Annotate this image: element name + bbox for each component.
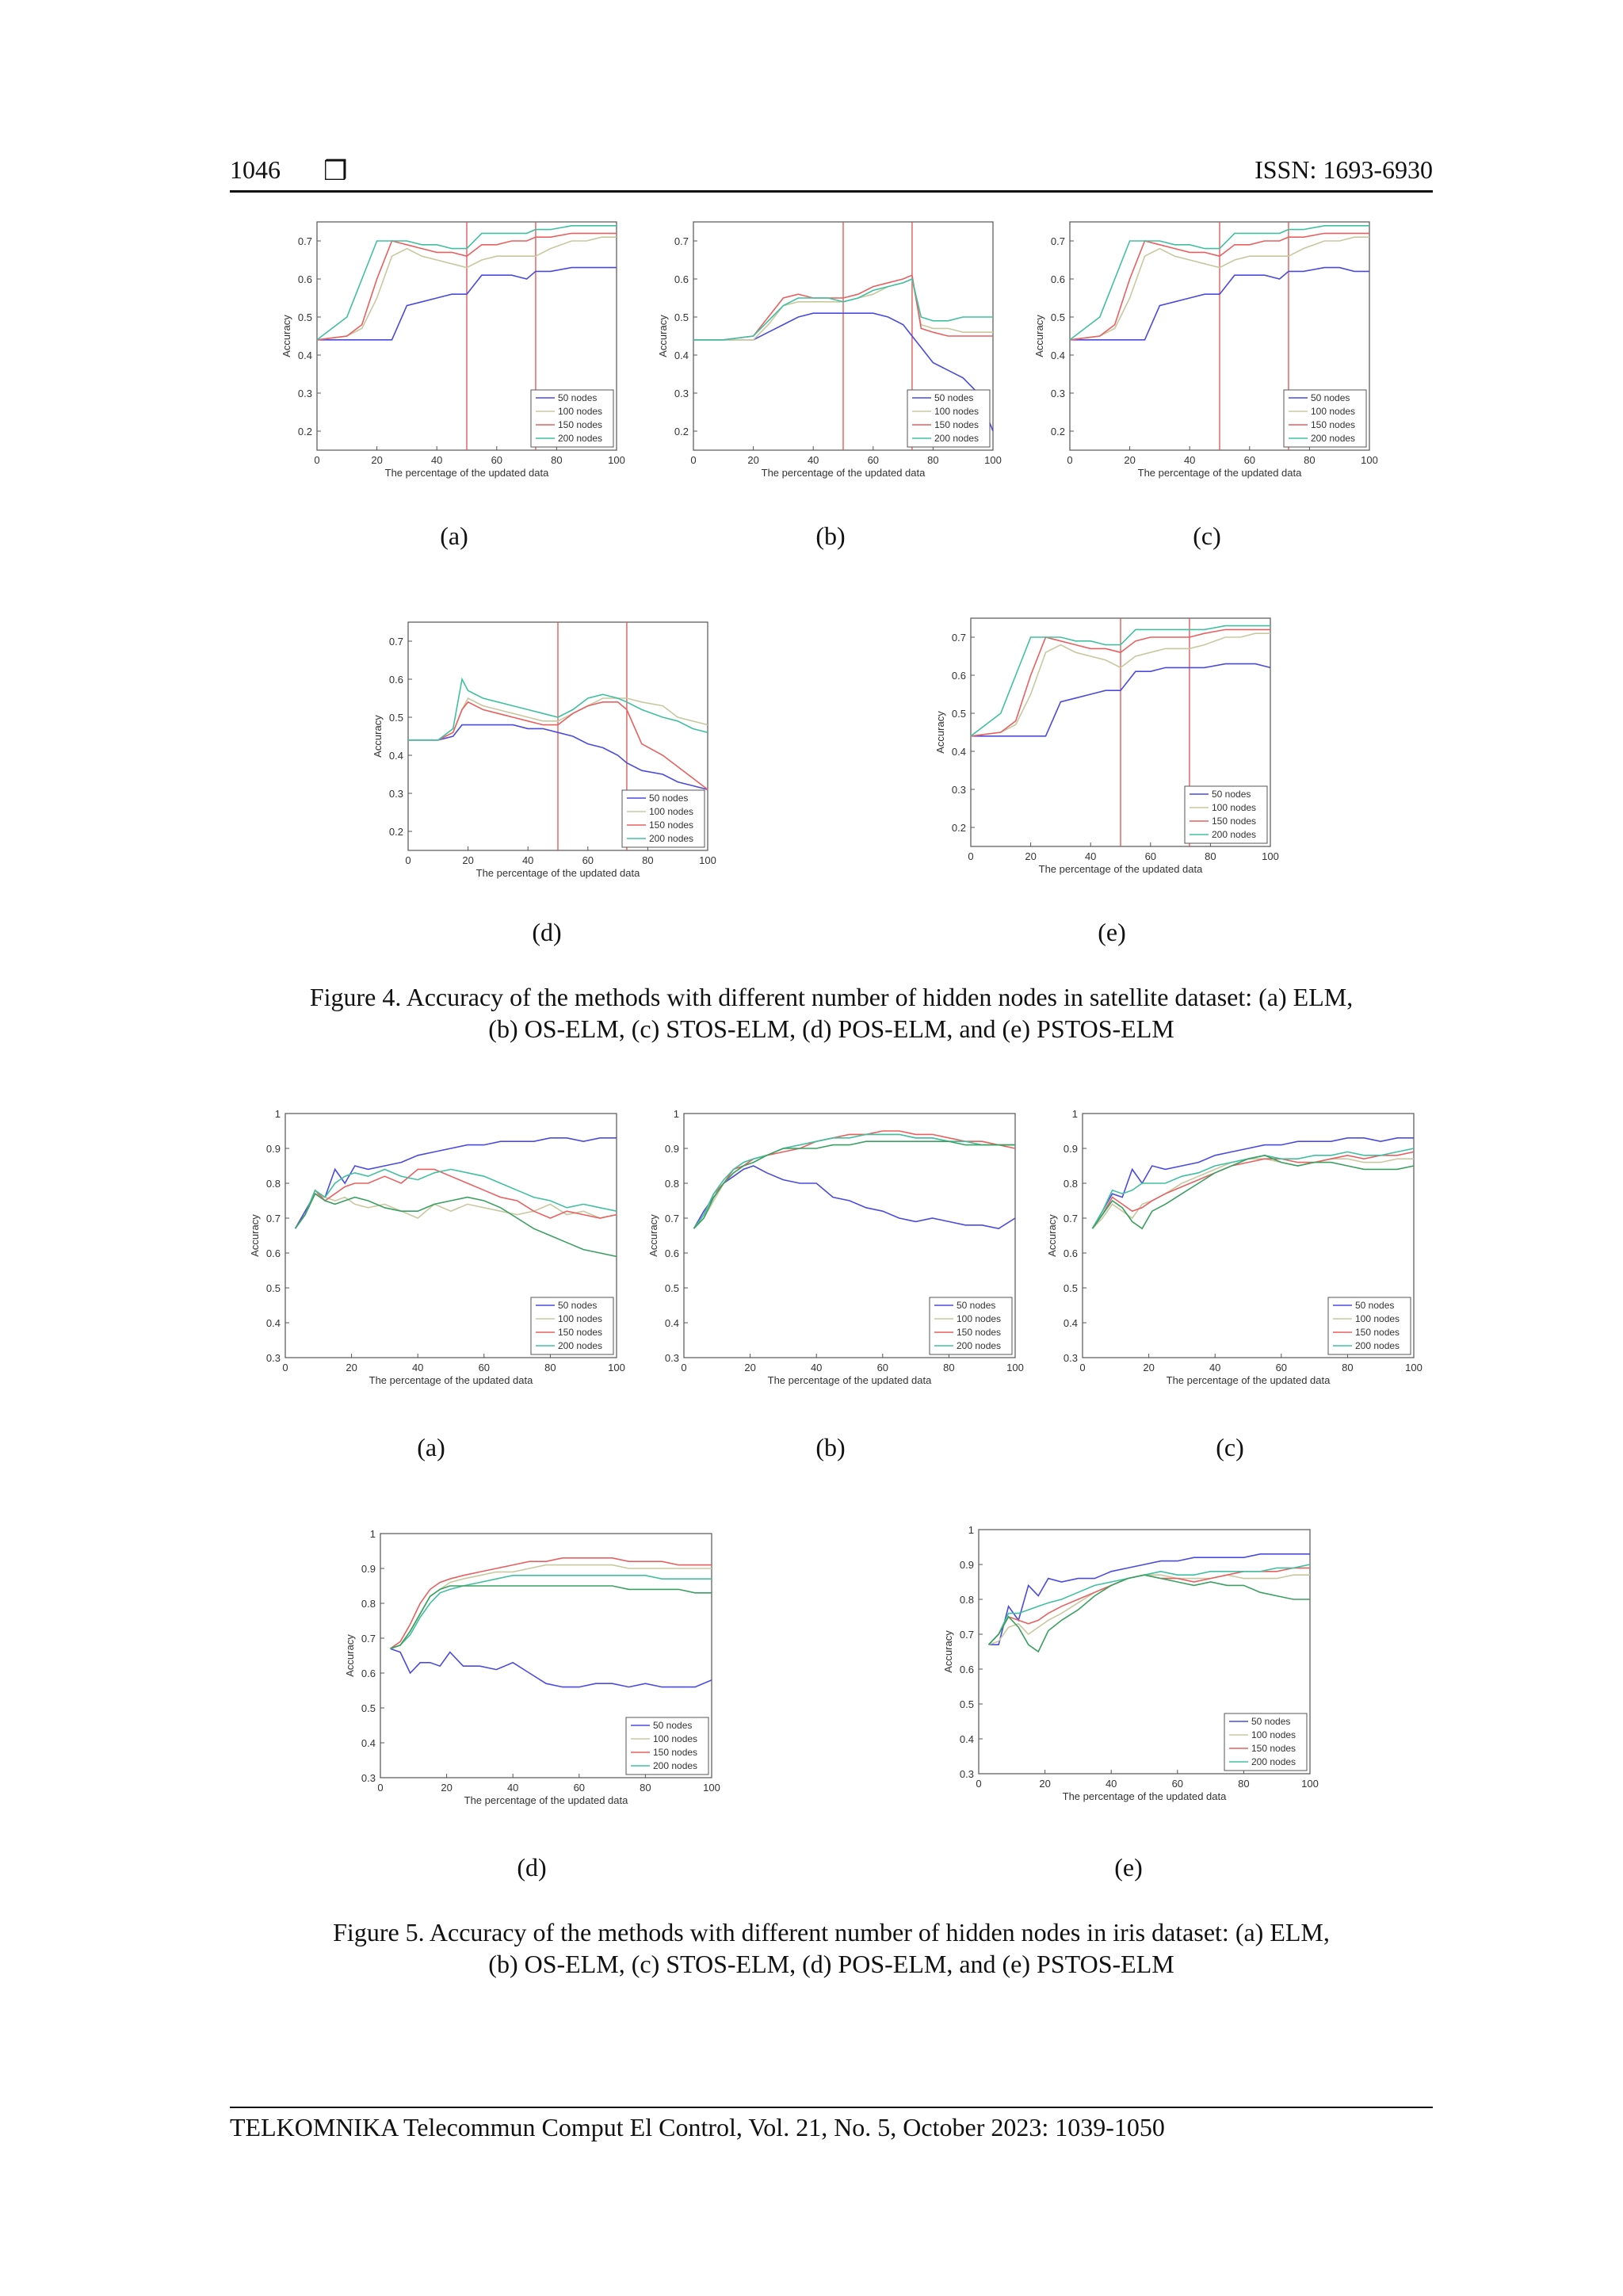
fig4-label-a: (a) [440, 521, 468, 550]
fig5d-xtick-label: 0 [377, 1782, 384, 1794]
fig4d-ytick-label: 0.7 [388, 636, 403, 648]
fig5b-ytick-label: 0.4 [664, 1317, 679, 1329]
fig5a-xtick-label: 0 [282, 1362, 288, 1373]
fig4b-xtick-label: 20 [747, 454, 759, 466]
issn: ISSN: 1693-6930 [1254, 155, 1433, 184]
fig5a-xtick-label: 20 [346, 1362, 357, 1373]
fig4d-xtick-label: 60 [582, 854, 594, 866]
fig5e-legend-label: 50 nodes [1251, 1716, 1291, 1727]
fig4a-xlabel: The percentage of the updated data [384, 467, 549, 479]
header-rule [230, 190, 1433, 193]
fig4e-ytick-label: 0.2 [951, 822, 966, 834]
fig4c-ytick-label: 0.4 [1050, 350, 1065, 361]
figure4-caption [230, 981, 1433, 1045]
fig5b-ytick-label: 0.7 [664, 1213, 679, 1224]
fig5c-ytick-label: 0.9 [1063, 1143, 1078, 1155]
fig4b-plot [654, 214, 1002, 491]
fig5a-xlabel: The percentage of the updated data [369, 1374, 533, 1386]
fig4e-xtick-label: 80 [1205, 850, 1216, 862]
fig4c-ytick-label: 0.5 [1050, 311, 1065, 323]
fig5c-xtick-label: 40 [1209, 1362, 1221, 1373]
fig4a-ytick-label: 0.7 [297, 235, 312, 247]
fig4e-xlabel: The percentage of the updated data [1038, 863, 1203, 875]
fig5e-xtick-label: 40 [1105, 1778, 1117, 1790]
fig4a-legend-label: 150 nodes [558, 419, 603, 430]
fig4d-xtick-label: 100 [699, 854, 716, 866]
fig4c-legend-label: 150 nodes [1311, 419, 1356, 430]
figure5-caption-line1: Figure 5. Accuracy of the methods with different number of hidden nodes in iris dataset: (a) ELM, [333, 1918, 1330, 1946]
fig5-label-c: (c) [1216, 1433, 1244, 1461]
fig4e-legend-label: 50 nodes [1212, 789, 1251, 800]
fig4d-chart [369, 614, 717, 892]
fig4e-ytick-label: 0.4 [951, 746, 966, 758]
fig4a-legend-label: 50 nodes [558, 392, 598, 403]
fig5e-ytick-label: 0.4 [959, 1733, 974, 1745]
fig4e-ytick-label: 0.7 [951, 632, 966, 644]
fig5d-xtick-label: 20 [441, 1782, 453, 1794]
fig5e-ytick-label: 0.3 [959, 1768, 974, 1780]
figure4-caption-line1: Figure 4. Accuracy of the methods with different number of hidden nodes in satellite dataset: (a) ELM, [309, 983, 1354, 1011]
fig5d-ytick-label: 0.6 [361, 1668, 376, 1679]
fig4d-plot [369, 614, 717, 892]
fig5e-legend-label: 200 nodes [1251, 1756, 1296, 1767]
fig4e-xtick-label: 100 [1262, 850, 1279, 862]
fig4b-xtick-label: 60 [867, 454, 880, 466]
fig5c-xtick-label: 80 [1342, 1362, 1354, 1373]
fig5d-plot [341, 1526, 721, 1819]
fig5b-ytick-label: 0.8 [664, 1178, 679, 1190]
fig5d-ylabel: Accuracy [344, 1634, 356, 1677]
fig5a-legend-label: 150 nodes [558, 1327, 603, 1338]
fig5a-xtick-label: 100 [608, 1362, 625, 1373]
fig5e-ytick-label: 1 [968, 1524, 974, 1536]
fig5b-ytick-label: 0.3 [664, 1352, 679, 1364]
fig4b-legend-label: 100 nodes [934, 406, 980, 417]
fig4d-xlabel: The percentage of the updated data [475, 867, 640, 879]
fig4d-xtick-label: 40 [521, 854, 534, 866]
fig5b-xlabel: The percentage of the updated data [767, 1374, 932, 1386]
fig4b-xtick-label: 80 [927, 454, 939, 466]
fig5a-legend-label: 100 nodes [558, 1313, 603, 1324]
fig5b-ytick-label: 0.6 [664, 1247, 679, 1259]
fig4d-legend-label: 200 nodes [649, 833, 694, 844]
fig4b-ylabel: Accuracy [657, 315, 669, 357]
fig4a-xtick-label: 20 [371, 454, 383, 466]
fig5e-xtick-label: 0 [976, 1778, 982, 1790]
fig5d-ytick-label: 0.8 [361, 1598, 376, 1610]
fig5a-ytick-label: 0.3 [265, 1352, 281, 1364]
fig5c-legend-label: 50 nodes [1355, 1300, 1395, 1311]
fig5e-ytick-label: 0.9 [959, 1559, 974, 1571]
fig4c-xtick-label: 80 [1304, 454, 1316, 466]
fig5d-ytick-label: 0.7 [361, 1633, 376, 1645]
figure5-caption [230, 1916, 1433, 1980]
fig4e-xtick-label: 0 [968, 850, 974, 862]
fig4d-ytick-label: 0.3 [388, 788, 403, 800]
fig5d-xlabel: The percentage of the updated data [464, 1794, 628, 1806]
fig5b-xtick-label: 40 [810, 1362, 823, 1373]
fig4c-xtick-label: 40 [1183, 454, 1196, 466]
box-icon: ❒ [323, 157, 348, 186]
fig5d-ytick-label: 0.3 [361, 1772, 376, 1784]
fig4a-ytick-label: 0.3 [297, 388, 312, 399]
fig5a-ytick-label: 0.8 [265, 1178, 281, 1190]
fig5b-ytick-label: 0.9 [664, 1143, 679, 1155]
fig5c-ytick-label: 0.3 [1063, 1352, 1078, 1364]
fig5a-ytick-label: 1 [274, 1108, 281, 1120]
fig5d-ytick-label: 0.4 [361, 1737, 376, 1749]
fig4a-xtick-label: 80 [551, 454, 563, 466]
fig4b-ytick-label: 0.6 [674, 273, 689, 285]
fig5b-ytick-label: 0.5 [664, 1282, 679, 1294]
fig5b-plot [644, 1106, 1025, 1399]
fig4e-xtick-label: 20 [1025, 850, 1037, 862]
fig4c-legend-label: 100 nodes [1311, 406, 1356, 417]
fig5b-xtick-label: 80 [943, 1362, 955, 1373]
fig5a-ytick-label: 0.6 [265, 1247, 281, 1259]
fig4b-xtick-label: 40 [807, 454, 819, 466]
fig4a-legend-label: 100 nodes [558, 406, 603, 417]
fig5c-ytick-label: 0.8 [1063, 1178, 1078, 1190]
fig5a-chart [246, 1106, 626, 1399]
fig5e-xtick-label: 60 [1171, 1778, 1184, 1790]
fig5b-xtick-label: 0 [681, 1362, 687, 1373]
fig4c-ytick-label: 0.6 [1050, 273, 1065, 285]
fig4b-xtick-label: 100 [984, 454, 1002, 466]
fig4c-xtick-label: 60 [1243, 454, 1256, 466]
fig5d-legend-label: 50 nodes [653, 1720, 693, 1731]
fig4e-ytick-label: 0.5 [951, 708, 966, 720]
fig4c-legend-label: 50 nodes [1311, 392, 1350, 403]
fig4c-xtick-label: 100 [1361, 454, 1378, 466]
fig5d-ytick-label: 0.5 [361, 1702, 376, 1714]
fig5e-ylabel: Accuracy [942, 1630, 954, 1673]
fig4e-chart [931, 610, 1280, 888]
fig4e-legend-label: 150 nodes [1212, 816, 1257, 827]
fig4d-ytick-label: 0.2 [388, 826, 403, 838]
fig4-label-d: (d) [532, 918, 562, 946]
fig5c-plot [1043, 1106, 1423, 1399]
fig4e-xtick-label: 40 [1084, 850, 1097, 862]
fig4a-ytick-label: 0.4 [297, 350, 312, 361]
fig5e-legend-label: 150 nodes [1251, 1743, 1296, 1754]
fig5c-ylabel: Accuracy [1046, 1214, 1058, 1257]
fig5e-ytick-label: 0.7 [959, 1629, 974, 1641]
fig5d-xtick-label: 80 [640, 1782, 651, 1794]
fig5c-xtick-label: 60 [1275, 1362, 1288, 1373]
fig5b-xtick-label: 60 [876, 1362, 889, 1373]
fig4e-ytick-label: 0.3 [951, 784, 966, 796]
fig5-label-b: (b) [815, 1433, 846, 1461]
fig4e-xtick-label: 60 [1144, 850, 1157, 862]
fig4b-ytick-label: 0.5 [674, 311, 689, 323]
fig5-label-d: (d) [517, 1853, 547, 1881]
fig4a-legend-label: 200 nodes [558, 433, 603, 444]
fig5d-legend-label: 200 nodes [653, 1760, 698, 1771]
fig4e-legend-label: 100 nodes [1212, 802, 1257, 813]
fig4d-xtick-label: 80 [642, 854, 654, 866]
fig4b-legend-label: 50 nodes [934, 392, 974, 403]
fig4d-legend-label: 150 nodes [649, 819, 694, 831]
fig5d-chart [341, 1526, 721, 1819]
fig4b-xtick-label: 0 [690, 454, 697, 466]
fig4d-ytick-label: 0.6 [388, 674, 403, 686]
fig5c-ytick-label: 0.7 [1063, 1213, 1078, 1224]
fig5a-xtick-label: 40 [411, 1362, 424, 1373]
fig5a-ylabel: Accuracy [249, 1214, 261, 1257]
fig5c-xlabel: The percentage of the updated data [1166, 1374, 1331, 1386]
fig5a-xtick-label: 80 [544, 1362, 556, 1373]
fig4e-plot [931, 610, 1280, 888]
fig5e-xtick-label: 20 [1039, 1778, 1051, 1790]
fig5b-legend-label: 50 nodes [957, 1300, 996, 1311]
fig4d-ytick-label: 0.4 [388, 750, 403, 762]
fig4d-legend-label: 100 nodes [649, 806, 694, 817]
fig4c-ylabel: Accuracy [1033, 315, 1045, 357]
fig5b-chart [644, 1106, 1025, 1399]
fig5d-xtick-label: 40 [506, 1782, 519, 1794]
fig4a-plot [277, 214, 626, 491]
fig5c-ytick-label: 0.4 [1063, 1317, 1078, 1329]
fig5c-ytick-label: 0.6 [1063, 1247, 1078, 1259]
fig5d-ytick-label: 0.9 [361, 1563, 376, 1575]
fig5e-ytick-label: 0.5 [959, 1698, 974, 1710]
fig4d-ylabel: Accuracy [372, 715, 384, 758]
fig4e-legend-label: 200 nodes [1212, 829, 1257, 840]
fig5b-ytick-label: 1 [673, 1108, 679, 1120]
fig4c-ytick-label: 0.3 [1050, 388, 1065, 399]
fig5a-plot [246, 1106, 626, 1399]
fig5d-legend-label: 100 nodes [653, 1733, 698, 1744]
fig5e-ytick-label: 0.8 [959, 1594, 974, 1606]
fig5a-ytick-label: 0.4 [265, 1317, 281, 1329]
fig4c-xtick-label: 0 [1067, 454, 1073, 466]
fig5b-xtick-label: 20 [744, 1362, 756, 1373]
fig4b-ytick-label: 0.4 [674, 350, 689, 361]
fig4a-xtick-label: 40 [430, 454, 443, 466]
fig5-label-a: (a) [417, 1433, 445, 1461]
fig5e-plot [939, 1522, 1319, 1815]
fig5e-chart [939, 1522, 1319, 1815]
fig4a-xtick-label: 60 [491, 454, 503, 466]
fig5c-ytick-label: 1 [1071, 1108, 1078, 1120]
footer-text: TELKOMNIKA Telecommun Comput El Control, Vol. 21, No. 5, October 2023: 1039-1050 [230, 2113, 1165, 2141]
fig5e-ytick-label: 0.6 [959, 1664, 974, 1675]
footer-rule [230, 2107, 1433, 2108]
fig4b-ytick-label: 0.3 [674, 388, 689, 399]
fig4d-xtick-label: 0 [405, 854, 411, 866]
fig5c-xtick-label: 20 [1143, 1362, 1155, 1373]
fig5c-chart [1043, 1106, 1423, 1399]
fig5d-xtick-label: 60 [573, 1782, 586, 1794]
fig5d-xtick-label: 100 [703, 1782, 720, 1794]
fig5c-xtick-label: 0 [1079, 1362, 1086, 1373]
fig4-label-c: (c) [1193, 521, 1221, 550]
fig4c-ytick-label: 0.7 [1050, 235, 1065, 247]
figure4-caption-line2: (b) OS-ELM, (c) STOS-ELM, (d) POS-ELM, and (e) PSTOS-ELM [488, 1014, 1174, 1043]
fig5b-ylabel: Accuracy [647, 1214, 659, 1257]
fig5a-ytick-label: 0.7 [265, 1213, 281, 1224]
fig4d-legend-label: 50 nodes [649, 793, 689, 804]
fig5e-xtick-label: 100 [1301, 1778, 1319, 1790]
fig4a-ytick-label: 0.6 [297, 273, 312, 285]
fig4c-chart [1030, 214, 1379, 491]
fig4a-ytick-label: 0.5 [297, 311, 312, 323]
fig4-label-e: (e) [1098, 918, 1126, 946]
fig5c-legend-label: 150 nodes [1355, 1327, 1400, 1338]
fig4c-xlabel: The percentage of the updated data [1137, 467, 1302, 479]
figure5-caption-line2: (b) OS-ELM, (c) STOS-ELM, (d) POS-ELM, and (e) PSTOS-ELM [488, 1950, 1174, 1978]
fig5c-legend-label: 100 nodes [1355, 1313, 1400, 1324]
fig4b-legend-label: 200 nodes [934, 433, 980, 444]
fig5b-legend-label: 200 nodes [957, 1340, 1002, 1351]
fig4b-xlabel: The percentage of the updated data [761, 467, 926, 479]
fig4a-xtick-label: 0 [314, 454, 320, 466]
fig5d-legend-label: 150 nodes [653, 1747, 698, 1758]
fig4a-ytick-label: 0.2 [297, 426, 312, 437]
fig5a-legend-label: 50 nodes [558, 1300, 598, 1311]
fig5e-legend-label: 100 nodes [1251, 1729, 1296, 1740]
fig4e-ylabel: Accuracy [934, 711, 946, 754]
fig4b-chart [654, 214, 1002, 491]
fig4e-ytick-label: 0.6 [951, 670, 966, 682]
page-number: 1046 [230, 155, 281, 184]
fig4b-ytick-label: 0.7 [674, 235, 689, 247]
fig4b-legend-label: 150 nodes [934, 419, 980, 430]
fig5-label-e: (e) [1114, 1853, 1143, 1881]
fig5a-ytick-label: 0.5 [265, 1282, 281, 1294]
fig5c-ytick-label: 0.5 [1063, 1282, 1078, 1294]
fig5e-xlabel: The percentage of the updated data [1062, 1790, 1227, 1802]
fig5a-legend-label: 200 nodes [558, 1340, 603, 1351]
fig4b-ytick-label: 0.2 [674, 426, 689, 437]
fig4a-chart [277, 214, 626, 491]
fig4c-legend-label: 200 nodes [1311, 433, 1356, 444]
fig5c-legend-label: 200 nodes [1355, 1340, 1400, 1351]
fig5b-legend-label: 150 nodes [957, 1327, 1002, 1338]
fig4d-xtick-label: 20 [462, 854, 474, 866]
fig4c-plot [1030, 214, 1379, 491]
fig5c-xtick-label: 100 [1405, 1362, 1423, 1373]
fig4a-ylabel: Accuracy [281, 315, 292, 357]
fig5d-ytick-label: 1 [369, 1528, 376, 1540]
fig4a-xtick-label: 100 [608, 454, 625, 466]
fig5b-xtick-label: 100 [1006, 1362, 1024, 1373]
fig4d-ytick-label: 0.5 [388, 712, 403, 724]
fig4c-xtick-label: 20 [1124, 454, 1136, 466]
fig5e-xtick-label: 80 [1238, 1778, 1250, 1790]
fig5a-xtick-label: 60 [478, 1362, 491, 1373]
fig5b-legend-label: 100 nodes [957, 1313, 1002, 1324]
fig4c-ytick-label: 0.2 [1050, 426, 1065, 437]
fig4-label-b: (b) [815, 521, 846, 550]
fig5a-ytick-label: 0.9 [265, 1143, 281, 1155]
